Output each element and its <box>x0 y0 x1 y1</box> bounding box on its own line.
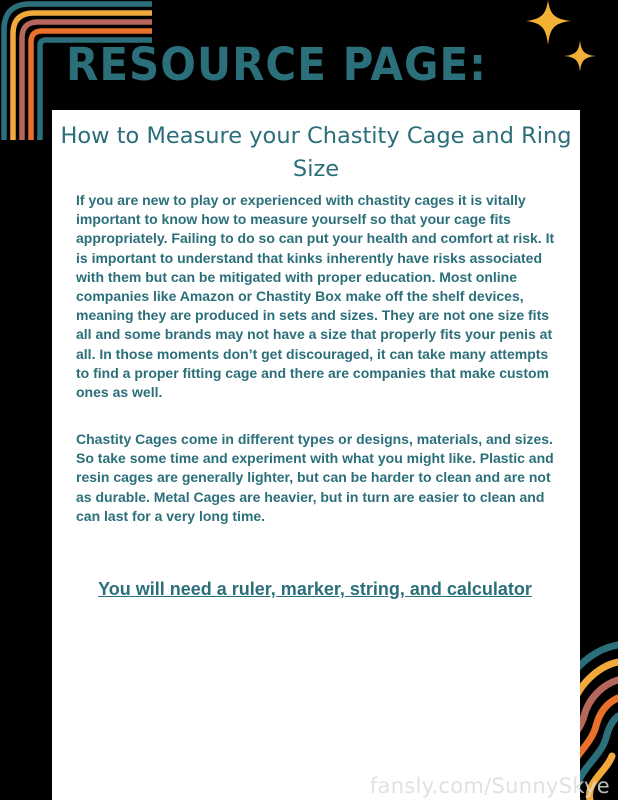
watermark-text: fansly.com/SunnySkye <box>369 774 610 798</box>
supplies-note: You will need a ruler, marker, string, and calculator <box>98 579 532 599</box>
intro-paragraph: If you are new to play or experienced with chastity cages it is vitally important to know how to measure yourself so that your cage fits appropriately. Failing to do so can put your health and comfort at risk. It is important to understand that kinks inherently have risks associated with them but can be mitigated with proper education. Most online companies like Amazon or Chastity Box make off the shelf devices, meaning they are produced in sets and sizes. They are not one size fits all and some brands may not have a size that properly fits your penis at all. In those moments don’t get discouraged, it can take many attempts to find a proper fitting cage and there are companies that make custom ones as well. <box>76 192 555 401</box>
page-heading: RESOURCE PAGE: <box>66 38 487 91</box>
types-paragraph: Chastity Cages come in different types or designs, materials, and sizes. So take some time and experiment with what you might like. Plastic and resin cages are generally lighter, but can be harder to clean and are not as durable. Metal Cages are heavier, but in turn are easier to clean and can last for a very long time. <box>76 431 554 524</box>
article-title: How to Measure your Chastity Cage and Ring Size <box>60 123 572 182</box>
content-card <box>52 110 580 800</box>
